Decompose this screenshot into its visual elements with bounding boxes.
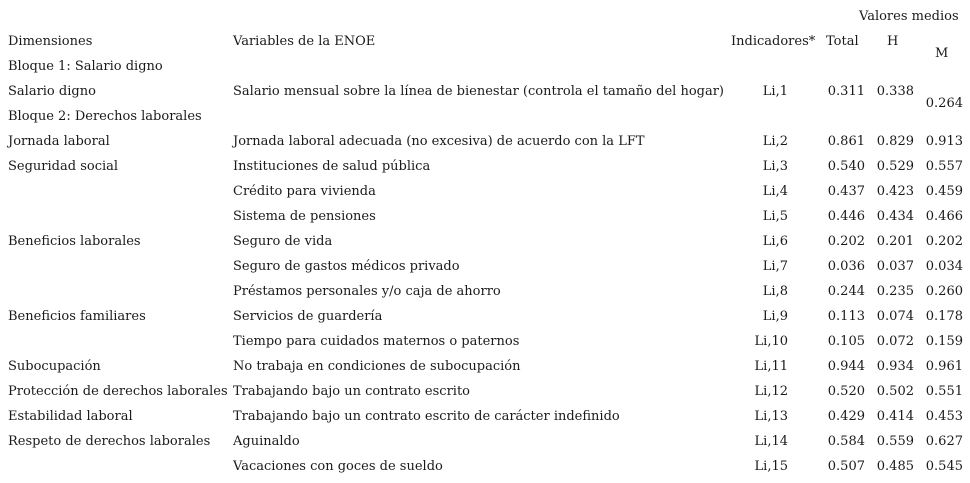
h-cell: 0.037 — [876, 259, 914, 274]
dimension-cell: Salario digno — [8, 84, 96, 99]
header-h: H — [887, 34, 899, 49]
h-cell: 0.434 — [876, 209, 914, 224]
h-cell: 0.201 — [876, 234, 914, 249]
m-cell: 0.466 — [925, 209, 963, 224]
total-cell: 0.446 — [827, 209, 865, 224]
dimension-cell: Estabilidad laboral — [8, 409, 133, 424]
total-cell: 0.202 — [827, 234, 865, 249]
dimension-cell: Seguridad social — [8, 159, 119, 174]
total-cell: 0.036 — [827, 259, 865, 274]
m-cell: 0.551 — [925, 384, 963, 399]
indicator-cell: Li,13 — [754, 409, 788, 424]
m-cell: 0.961 — [925, 359, 963, 374]
header-m: M — [935, 46, 949, 61]
m-cell: 0.557 — [925, 159, 963, 174]
total-cell: 0.540 — [827, 159, 865, 174]
h-cell: 0.934 — [876, 359, 914, 374]
m-cell: 0.545 — [925, 459, 963, 474]
total-cell: 0.113 — [827, 309, 865, 324]
total-cell: 0.429 — [827, 409, 865, 424]
variable-cell: Sistema de pensiones — [233, 209, 376, 224]
variable-cell: Seguro de vida — [233, 234, 333, 249]
total-cell: 0.584 — [827, 434, 865, 449]
indicator-cell: Li,4 — [762, 184, 788, 199]
indicator-cell: Li,12 — [754, 384, 788, 399]
indicator-cell: Li,14 — [754, 434, 788, 449]
total-cell: 0.507 — [827, 459, 865, 474]
indicator-cell: Li,8 — [762, 284, 788, 299]
total-cell: 0.520 — [827, 384, 865, 399]
h-cell: 0.338 — [876, 84, 914, 99]
variable-cell: Servicios de guardería — [233, 309, 383, 324]
m-cell: 0.178 — [925, 309, 963, 324]
variable-cell: Tiempo para cuidados maternos o paternos — [233, 334, 520, 349]
indicator-cell: Li,15 — [754, 459, 788, 474]
m-cell: 0.260 — [925, 284, 963, 299]
variable-cell: No trabaja en condiciones de subocupación — [233, 359, 521, 374]
m-cell: 0.913 — [925, 134, 963, 149]
variable-cell: Préstamos personales y/o caja de ahorro — [233, 284, 501, 299]
h-cell: 0.485 — [876, 459, 914, 474]
indicator-cell: Li,10 — [754, 334, 788, 349]
dimension-cell: Jornada laboral — [8, 134, 110, 149]
dimension-cell: Protección de derechos laborales — [8, 384, 228, 399]
h-cell: 0.423 — [876, 184, 914, 199]
block-label: Bloque 2: Derechos laborales — [8, 109, 202, 124]
indicator-cell: Li,3 — [762, 159, 788, 174]
m-cell: 0.264 — [925, 96, 963, 111]
indicator-cell: Li,2 — [762, 134, 788, 149]
m-cell: 0.459 — [925, 184, 963, 199]
variable-cell: Trabajando bajo un contrato escrito de carácter indefinido — [233, 409, 620, 424]
m-cell: 0.202 — [925, 234, 963, 249]
block-label: Bloque 1: Salario digno — [8, 59, 163, 74]
variable-cell: Vacaciones con goces de sueldo — [233, 459, 443, 474]
h-cell: 0.414 — [876, 409, 914, 424]
h-cell: 0.559 — [876, 434, 914, 449]
variable-cell: Seguro de gastos médicos privado — [233, 259, 460, 274]
indicator-cell: Li,7 — [762, 259, 788, 274]
header-variables: Variables de la ENOE — [233, 34, 376, 49]
m-cell: 0.034 — [925, 259, 963, 274]
h-cell: 0.235 — [876, 284, 914, 299]
total-cell: 0.437 — [827, 184, 865, 199]
total-cell: 0.944 — [827, 359, 865, 374]
h-cell: 0.502 — [876, 384, 914, 399]
header-indicadores: Indicadores* — [731, 34, 816, 49]
header-valores-medios: Valores medios — [859, 9, 959, 24]
indicator-cell: Li,5 — [762, 209, 788, 224]
indicator-cell: Li,11 — [754, 359, 788, 374]
indicator-cell: Li,9 — [762, 309, 788, 324]
variable-cell: Jornada laboral adecuada (no excesiva) de acuerdo con la LFT — [233, 134, 645, 149]
total-cell: 0.105 — [827, 334, 865, 349]
variable-cell: Salario mensual sobre la línea de bienestar (controla el tamaño del hogar) — [233, 84, 725, 99]
dimension-cell: Beneficios familiares — [8, 309, 146, 324]
dimension-cell: Beneficios laborales — [8, 234, 141, 249]
variable-cell: Instituciones de salud pública — [233, 159, 431, 174]
header-total: Total — [826, 34, 859, 49]
indicator-cell: Li,1 — [762, 84, 788, 99]
h-cell: 0.074 — [876, 309, 914, 324]
m-cell: 0.453 — [925, 409, 963, 424]
indicator-cell: Li,6 — [762, 234, 788, 249]
m-cell: 0.159 — [925, 334, 963, 349]
total-cell: 0.244 — [827, 284, 865, 299]
variable-cell: Aguinaldo — [233, 434, 300, 449]
m-cell: 0.627 — [925, 434, 963, 449]
variable-cell: Crédito para vivienda — [233, 184, 376, 199]
dimension-cell: Respeto de derechos laborales — [8, 434, 211, 449]
total-cell: 0.311 — [827, 84, 865, 99]
dimension-cell: Subocupación — [8, 359, 101, 374]
h-cell: 0.829 — [876, 134, 914, 149]
h-cell: 0.529 — [876, 159, 914, 174]
h-cell: 0.072 — [876, 334, 914, 349]
total-cell: 0.861 — [827, 134, 865, 149]
header-dimensiones: Dimensiones — [8, 34, 93, 49]
variable-cell: Trabajando bajo un contrato escrito — [233, 384, 471, 399]
